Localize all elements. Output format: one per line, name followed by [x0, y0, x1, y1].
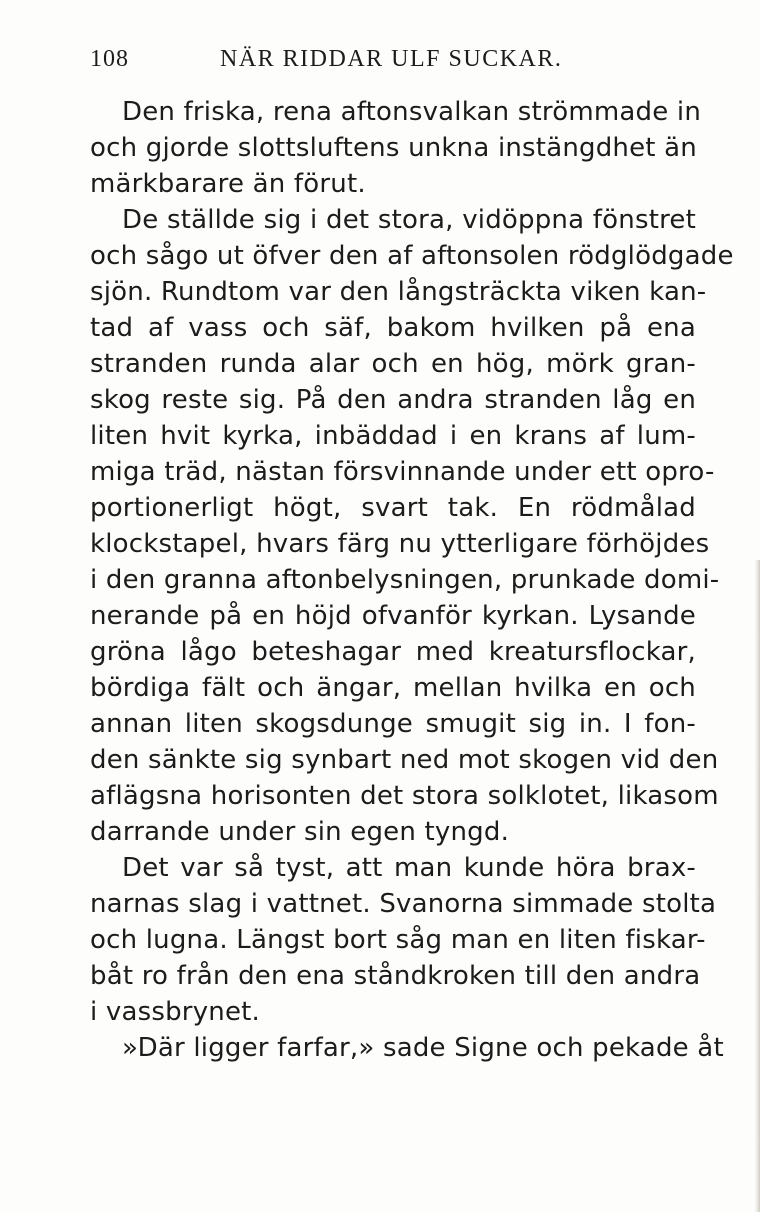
text-line: och gjorde slottsluftens unkna instängdhet än [90, 133, 697, 163]
text-line: Det var så tyst, att man kunde höra brax- [122, 853, 696, 883]
text-line: sjön. Rundtom var den långsträckta viken kan- [90, 277, 707, 307]
running-title: NÄR RIDDAR ULF SUCKAR. [220, 46, 563, 72]
text-line: klockstapel, hvars färg nu ytterligare förhöjdes [90, 529, 710, 559]
body-text [90, 94, 734, 1066]
text-line: De ställde sig i det stora, vidöppna fönstret [122, 205, 696, 235]
text-line: den sänkte sig synbart ned mot skogen vid den [90, 745, 719, 775]
text-line: »Där ligger farfar,» sade Signe och pekade åt [122, 1033, 724, 1063]
text-line: miga träd, nästan försvinnande under ett opro- [90, 457, 715, 487]
text-line: nerande på en höjd ofvanför kyrkan. Lysande [90, 601, 696, 631]
page-header [90, 42, 690, 78]
text-line: gröna lågo beteshagar med kreatursflockar, [90, 637, 696, 667]
text-line: darrande under sin egen tyngd. [90, 817, 510, 847]
text-line: liten hvit kyrka, inbäddad i en krans af lum- [90, 421, 696, 451]
text-line: portionerligt högt, svart tak. En rödmålad [90, 493, 696, 523]
text-line: Den friska, rena aftonsvalkan strömmade in [122, 97, 702, 127]
text-line: båt ro från den ena ståndkroken till den andra [90, 961, 701, 991]
text-line: tad af vass och säf, bakom hvilken på ena [90, 313, 696, 343]
text-line: i vassbrynet. [90, 997, 261, 1027]
text-line: bördiga fält och ängar, mellan hvilka en och [90, 673, 696, 703]
text-line: narnas slag i vattnet. Svanorna simmade stolta [90, 889, 717, 919]
page-edge-shadow [754, 560, 760, 1212]
text-line: och sågo ut öfver den af aftonsolen rödglödgade [90, 241, 734, 271]
text-line: stranden runda alar och en hög, mörk gran- [90, 349, 696, 379]
text-line: aflägsna horisonten det stora solklotet, likasom [90, 781, 719, 811]
text-line: skog reste sig. På den andra stranden låg en [90, 385, 696, 415]
text-line: annan liten skogsdunge smugit sig in. I fon- [90, 709, 696, 739]
page-number: 108 [90, 46, 129, 72]
text-line: och lugna. Längst bort såg man en liten fiskar- [90, 925, 706, 955]
text-line: i den granna aftonbelysningen, prunkade domi- [90, 565, 720, 595]
text-line: märkbarare än förut. [90, 169, 366, 199]
